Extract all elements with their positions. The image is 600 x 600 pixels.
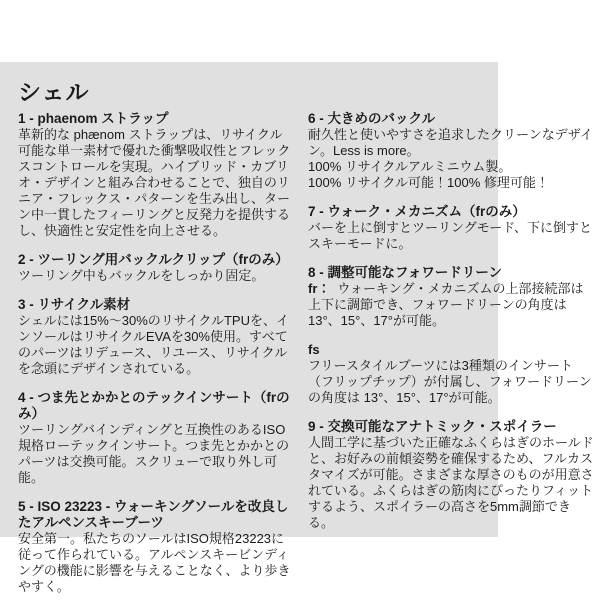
section-8-fr-paragraph bbox=[308, 281, 594, 329]
section-2-heading: 2 - ツーリング用バックルクリップ（frのみ） bbox=[18, 252, 289, 267]
section-7-heading: 7 - ウォーク・メカニズム（frのみ） bbox=[308, 204, 526, 219]
section-4-body: ツーリングバインディングと互換性のあるISO規格ローテックインサート。つま先とかかとのパーツは交換可能。スクリューで取り外し可能。 bbox=[18, 422, 290, 485]
right-column bbox=[308, 111, 594, 531]
section-6-line-3: 100% リサイクル可能！100% 修理可能！ bbox=[308, 175, 549, 190]
fs-label-line bbox=[308, 342, 594, 358]
section-7-body: バーを上に倒すとツーリングモード、下に倒すとスキーモードに。 bbox=[308, 220, 593, 251]
section-9-heading: 9 - 交換可能なアナトミック・スポイラー bbox=[308, 419, 557, 434]
section-6-line-2: 100% リサイクルアルミニウム製。 bbox=[308, 159, 512, 174]
section-4-heading: 4 - つま先とかかとのテックインサート（frのみ） bbox=[18, 390, 290, 421]
section-1-body: 革新的な phænom ストラップは、リサイクル可能な単一素材で優れた衝撃吸収性とフレックスコントロールを実現。ハイブリッド・カブリオ・デザインと組み合わせることで、独自のリニア・フレックス・パターンを生み出し、ターン中一貫したフィーリングと反発力を提供するし、快適性と安定性を向上させる。 bbox=[18, 127, 291, 238]
fr-text: ウォーキング・メカニズムの上部接続部は上下に調節でき、フォワードリーンの角度は 13°、15°、17°が可能。 bbox=[308, 281, 584, 328]
left-column bbox=[18, 111, 294, 595]
section-6-line-1: 耐久性と使いやすさを追求したクリーンなデザイン。Less is more。 bbox=[308, 127, 593, 158]
fs-label: fs bbox=[308, 342, 320, 357]
section-8 bbox=[308, 265, 594, 406]
section-5 bbox=[18, 499, 294, 595]
section-9 bbox=[308, 419, 594, 531]
section-2-body: ツーリング中もバックルをしっかり固定。 bbox=[18, 268, 265, 283]
section-5-heading: 5 - ISO 23223 - ウォーキングソールを改良したアルペンスキーブーツ bbox=[18, 499, 289, 530]
section-8-fs-paragraph: フリースタイルブーツには3種類のインサート（フリップチップ）が付属し、フォワードリーンの角度は 13°、15°、17°が可能。 bbox=[308, 358, 592, 405]
section-7 bbox=[308, 204, 594, 252]
section-3 bbox=[18, 297, 294, 377]
section-1 bbox=[18, 111, 294, 239]
section-6-heading: 6 - 大きめのバックル bbox=[308, 111, 436, 126]
section-8-heading: 8 - 調整可能なフォワードリーン bbox=[308, 265, 503, 280]
section-4 bbox=[18, 390, 294, 486]
section-1-heading: 1 - phaenom ストラップ bbox=[18, 111, 169, 126]
section-5-body: 安全第一。私たちのソールはISO規格23223に従って作られている。アルペンスキービンディングの機能に影響を与えることなく、より歩きやすく。 bbox=[18, 531, 291, 594]
section-2 bbox=[18, 252, 294, 284]
section-3-body: シェルには15%～30%のリサイクルTPUを、インソールはリサイクルEVAを30%使用。すべてのパーツはリデュース、リユース、リサイクルを念頭にデザインされている。 bbox=[18, 313, 289, 376]
fr-label: fr： bbox=[308, 281, 331, 296]
section-6 bbox=[308, 111, 594, 191]
page-title: シェル bbox=[18, 79, 90, 105]
section-3-heading: 3 - リサイクル素材 bbox=[18, 297, 131, 312]
section-9-body: 人間工学に基づいた正確なふくらはぎのホールドと、お好みの前傾姿勢を確保するため、フルカスタマイズが可能。さまざまな厚さのものが用意されている。ふくらはぎの筋肉にぴったりフィットするよう、スポイラーの高さを5mm調節できる。 bbox=[308, 435, 594, 530]
